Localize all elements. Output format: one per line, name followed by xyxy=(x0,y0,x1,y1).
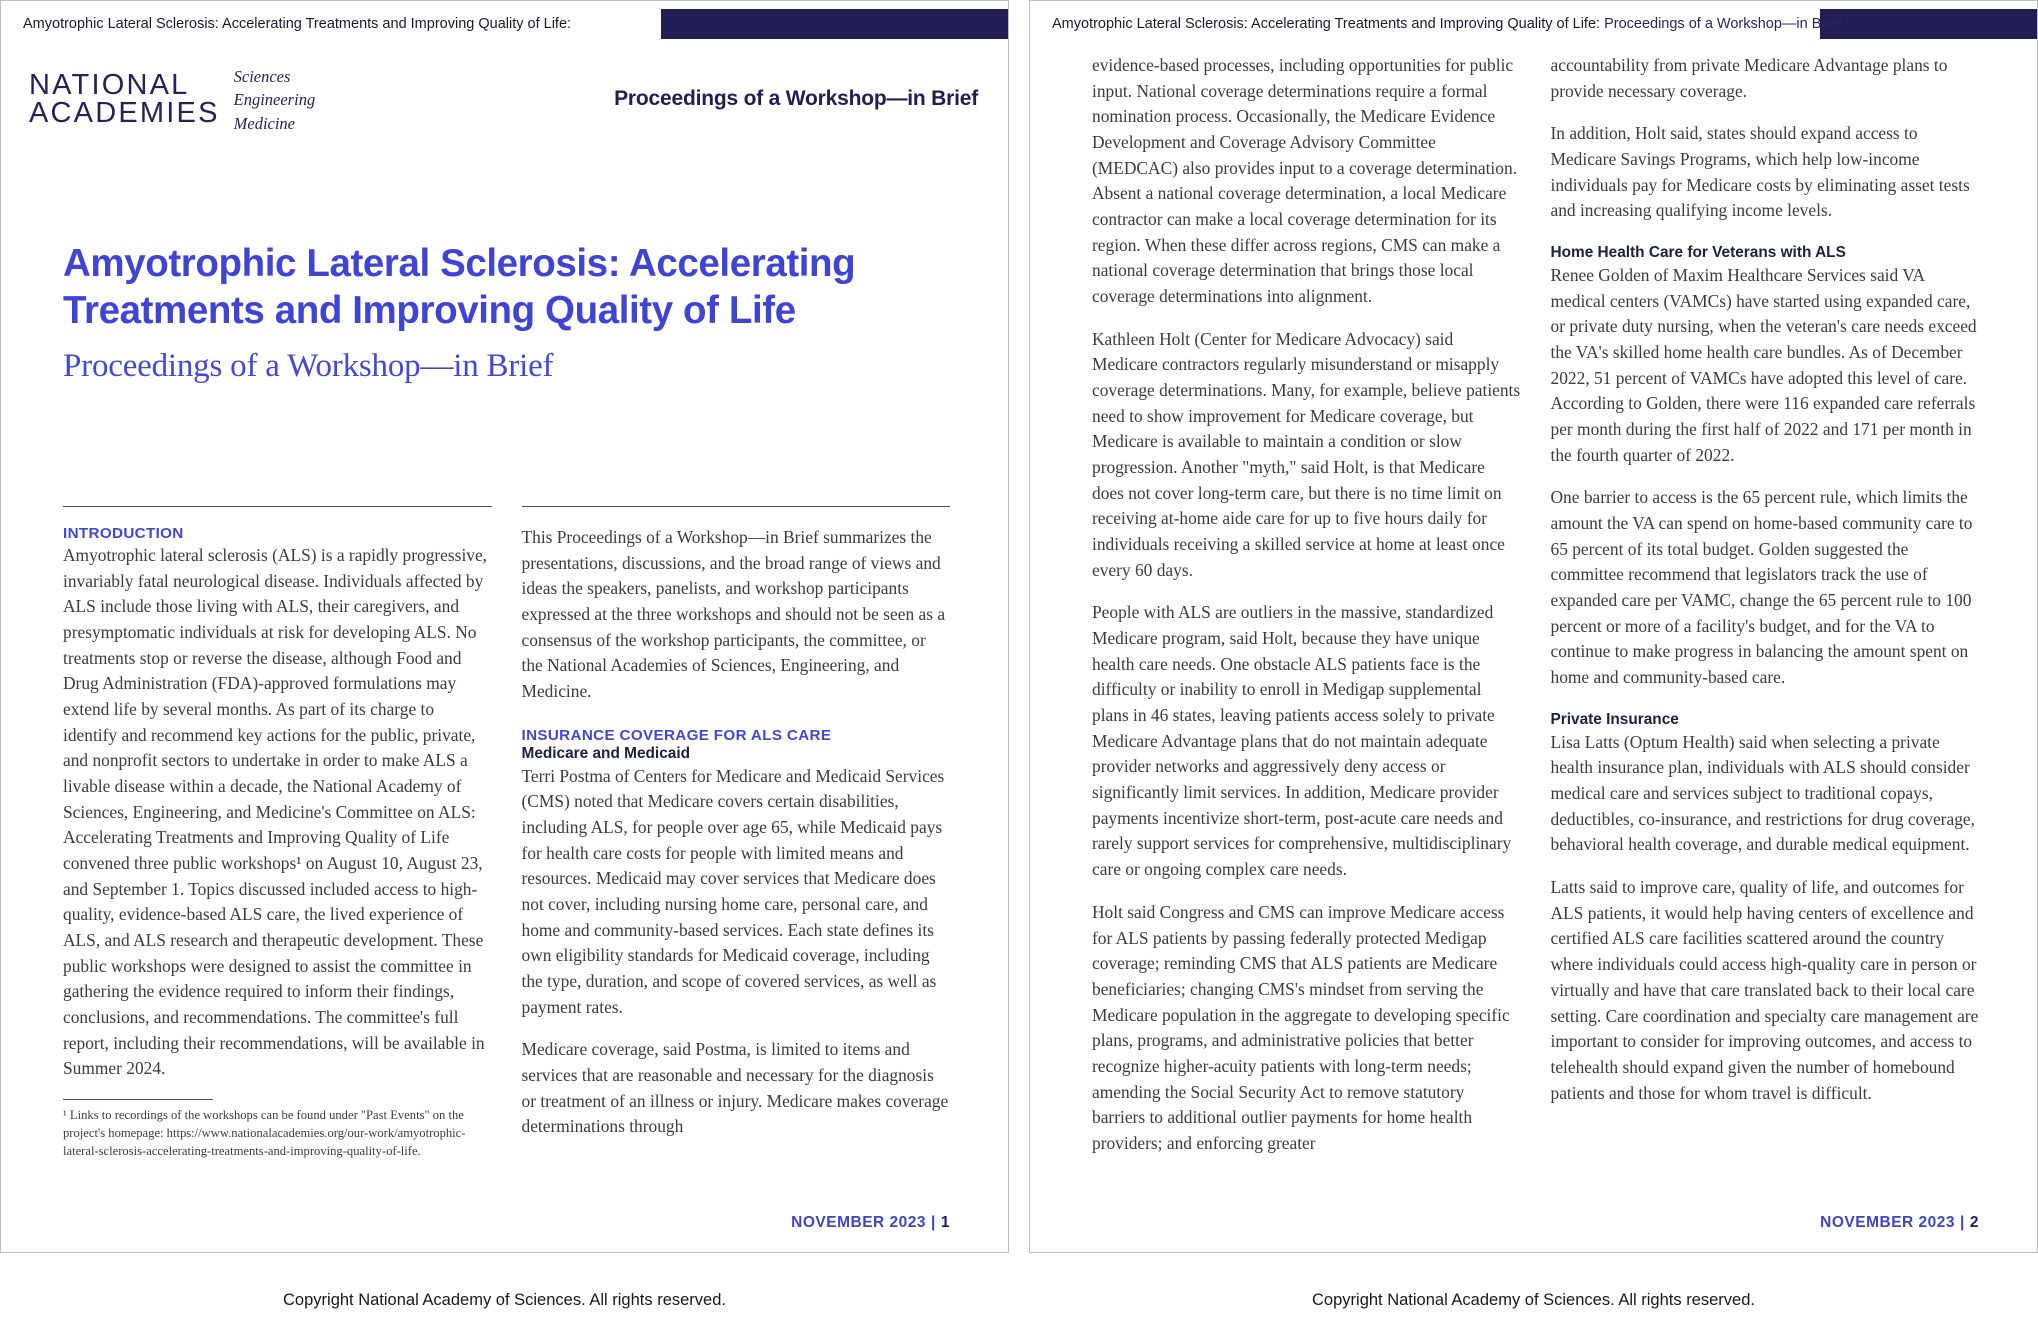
running-head-page-two xyxy=(1030,9,2037,39)
running-head-tail: Proceedings of a Workshop—in Brief xyxy=(1604,16,1842,32)
title-block xyxy=(63,241,883,387)
paragraph: Lisa Latts (Optum Health) said when selecting a private health insurance plan, individuals with ALS should consider medical care and services subject to traditional copays, deductibles, co-insurance, and restrictions for drug coverage, behavioral health coverage, and durable medical equipment. xyxy=(1550,731,1975,855)
paragraph: Renee Golden of Maxim Healthcare Services said VA medical centers (VAMCs) have started using expanded care, or private duty nursing, when the veteran's care needs exceed the VA's skilled home health care bundles. As of December 2022, 51 percent of VAMCs have adopted this level of care. According to Golden, there were 116 expanded care referrals per month during the first half of 2022 and 171 per month in the fourth quarter of 2022. xyxy=(1550,265,1977,465)
page-one xyxy=(0,0,1009,1253)
logo-line-academies: ACADEMIES xyxy=(29,96,220,129)
paragraph: Terri Postma of Centers for Medicare and Medicaid Services (CMS) noted that Medicare covers certain disabilities, including ALS, for people over age 65, while Medicaid pays for health care costs for people with limited means and resources. Medicaid may cover services that Medicare does not cover, including nursing home care, personal care, and home and community-based services. Each state defines its own eligibility standards for Medicaid coverage, including the type, duration, and scope of covered services, as well as payment rates. xyxy=(521,765,945,1017)
footer-page-number: 1 xyxy=(940,1214,950,1231)
paragraph: In addition, Holt said, states should expand access to Medicare Savings Programs, which help low-income individuals pay for Medicare costs by eliminating asset tests and increasing qualifying income levels. xyxy=(1550,123,1970,221)
running-head-band xyxy=(661,9,1008,39)
footnote-text: ¹ Links to recordings of the workshops can be found under "Past Events" on the project's homepage: https://www.nationalacademies.org/our-work/amyotrophic-lateral-sclerosis-accelerating-treatments-and-improving-quality-of-life. xyxy=(63,1108,466,1158)
page-one-column-1 xyxy=(63,506,492,1200)
page-two-footer xyxy=(1820,1214,1979,1232)
logo-discipline-medicine: Medicine xyxy=(233,113,296,133)
page-subtitle: Proceedings of a Workshop—in Brief xyxy=(63,347,554,384)
paragraph: This Proceedings of a Workshop—in Brief summarizes the presentations, discussions, and the broad range of views and ideas the speakers, panelists, and workshop participants expressed at the three workshops and should not be seen as a consensus of the workshop participants, the committee, or the National Academies of Sciences, Engineering, and Medicine. xyxy=(521,527,946,702)
copyright-notice: Copyright National Academy of Sciences. All rights reserved. xyxy=(283,1291,726,1309)
column-rule xyxy=(63,506,492,507)
page-title: Amyotrophic Lateral Sclerosis: Accelerating Treatments and Improving Quality of Life xyxy=(63,242,856,332)
paragraph: Latts said to improve care, quality of life, and outcomes for ALS patients, it would help having centers of excellence and certified ALS care facilities scattered around the country where individuals could access high-quality care in person or virtually and have that care translated back to their local care setting. Care coordination and specialty care management are important to consider for improving outcomes, and access to telehealth should expand given the number of homebound patients and those for whom travel is difficult. xyxy=(1550,877,1979,1103)
page-two-wrapper xyxy=(1029,0,2038,1318)
column-rule xyxy=(522,506,951,507)
logo-discipline-sciences: Sciences xyxy=(233,66,291,86)
paragraph: People with ALS are outliers in the massive, standardized Medicare program, said Holt, because they have unique health care needs. One obstacle ALS patients face is the difficulty or inability to enroll in Medigap supplemental plans in 46 states, leaving patients access solely to private Medicare Advantage plans that do not maintain adequate provider networks and aggressively deny access or significantly limit services. In addition, Medicare provider payments incentivize short-term, post-acute care needs and rarely support services for comprehensive, multidisciplinary care or ongoing complex care needs. xyxy=(1092,602,1512,880)
paragraph: evidence-based processes, including opportunities for public input. National coverage determinations require a formal nomination process. Occasionally, the Medicare Evidence Development and Coverage Advisory Committee (MEDCAC) also provides input to a coverage determination. Absent a national coverage determination, a local Medicare contractor can make a local coverage determination for its region. When these differ across regions, CMS can make a national coverage determination that brings those local coverage determinations into alignment. xyxy=(1092,55,1518,307)
masthead xyxy=(1,59,1008,139)
logo-wordmark xyxy=(29,68,220,129)
national-academies-logo xyxy=(29,63,315,135)
logo-disciplines xyxy=(234,63,316,135)
paragraph: Kathleen Holt (Center for Medicare Advocacy) said Medicare contractors regularly misunderstand or misapply coverage determinations. Many, for example, believe patients need to show improvement for Medicare coverage, but Medicare is available to maintain a condition or slow progression. Another "myth," said Holt, is that Medicare does not cover long-term care, but there is no time limit on receiving at-home aide care for up to five hours daily for individuals receiving a skilled service at home at least once every 60 days. xyxy=(1092,328,1521,580)
section-heading-introduction: INTRODUCTION xyxy=(63,525,184,542)
footer-separator: | xyxy=(931,1214,936,1231)
running-head-band xyxy=(1820,9,2037,39)
footnote-block xyxy=(63,1099,492,1161)
footnote-rule xyxy=(63,1099,213,1100)
footer-separator: | xyxy=(1960,1214,1965,1231)
logo-line-national: NATIONAL xyxy=(29,68,190,101)
subheading-private-insurance: Private Insurance xyxy=(1550,710,1679,728)
running-head-main: Amyotrophic Lateral Sclerosis: Accelerating Treatments and Improving Quality of Life: xyxy=(1052,16,1605,32)
running-head-page-one xyxy=(1,9,1008,39)
paragraph: Medicare coverage, said Postma, is limited to items and services that are reasonable and necessary for the diagnosis or treatment of an illness or injury. Medicare makes coverage determinations through xyxy=(521,1039,949,1137)
paragraph: One barrier to access is the 65 percent rule, which limits the amount the VA can spend on home-based community care to 65 percent of its total budget. Golden suggested the committee recommend that legislators track the use of expanded care per VAMC, change the 65 percent rule to 100 percent or more of a facility's budget, and for the VA to continue to make progress in balancing the amount spent on home and community-based care. xyxy=(1550,487,1973,688)
running-head-text: Amyotrophic Lateral Sclerosis: Accelerating Treatments and Improving Quality of Life: xyxy=(23,16,572,32)
page-two-column-1 xyxy=(1092,53,1521,1200)
page-one-wrapper xyxy=(0,0,1009,1318)
footer-date: NOVEMBER 2023 xyxy=(1820,1214,1956,1231)
logo-discipline-engineering: Engineering xyxy=(233,90,316,110)
masthead-series-label: Proceedings of a Workshop—in Brief xyxy=(614,87,978,110)
paragraph: Amyotrophic lateral sclerosis (ALS) is a rapidly progressive, invariably fatal neurological disease. Individuals affected by ALS include those living with ALS, their caregivers, and presymptomatic individuals at risk for developing ALS. No treatments stop or reverse the disease, although Food and Drug Administration (FDA)-approved formulations may extend life by several months. As part of its charge to identify and recommend key actions for the public, private, and nonprofit sectors to undertake in order to make ALS a livable disease within a decade, the National Academy of Sciences, Engineering, and Medicine's Committee on ALS: Accelerating Treatments and Improving Quality of Life convened three public workshops¹ on August 10, August 23, and September 1. Topics discussed included access to high-quality, evidence-based ALS care, the lived experience of ALS, and ALS research and therapeutic development. These public workshops were designed to assist the committee in gathering the evidence required to inform their findings, conclusions, and recommendations. The committee's full report, including their recommendations, will be available in Summer 2024. xyxy=(63,545,488,1079)
page-two-column-2 xyxy=(1551,53,1980,1200)
subheading-medicare-and-medicaid: Medicare and Medicaid xyxy=(521,744,690,762)
page-one-footer xyxy=(791,1214,950,1232)
paragraph: Holt said Congress and CMS can improve Medicare access for ALS patients by passing federally protected Medigap coverage; reminding CMS that ALS patients are Medicare beneficiaries; changing CMS's mindset from serving the Medicare population in the aggregate to developing specific plans, programs, and administrative policies that better recognize higher-acuity patients with long-term needs; amending the Social Security Act to remove statutory barriers to additional outlier payments for home health providers; and enforcing greater xyxy=(1092,901,1510,1153)
copyright-notice: Copyright National Academy of Sciences. All rights reserved. xyxy=(1312,1291,1755,1309)
page-one-column-2 xyxy=(522,506,951,1200)
running-head-text xyxy=(1052,9,1842,39)
footer-page-number: 2 xyxy=(1969,1214,1979,1231)
footer-date: NOVEMBER 2023 xyxy=(791,1214,927,1231)
page-two xyxy=(1029,0,2038,1253)
section-heading-insurance-coverage: INSURANCE COVERAGE FOR ALS CARE xyxy=(521,726,832,744)
page-two-columns xyxy=(1092,53,1979,1200)
page-one-columns xyxy=(63,506,950,1200)
subheading-home-health-care-veterans: Home Health Care for Veterans with ALS xyxy=(1550,244,1846,262)
paragraph: accountability from private Medicare Advantage plans to provide necessary coverage. xyxy=(1550,55,1948,101)
